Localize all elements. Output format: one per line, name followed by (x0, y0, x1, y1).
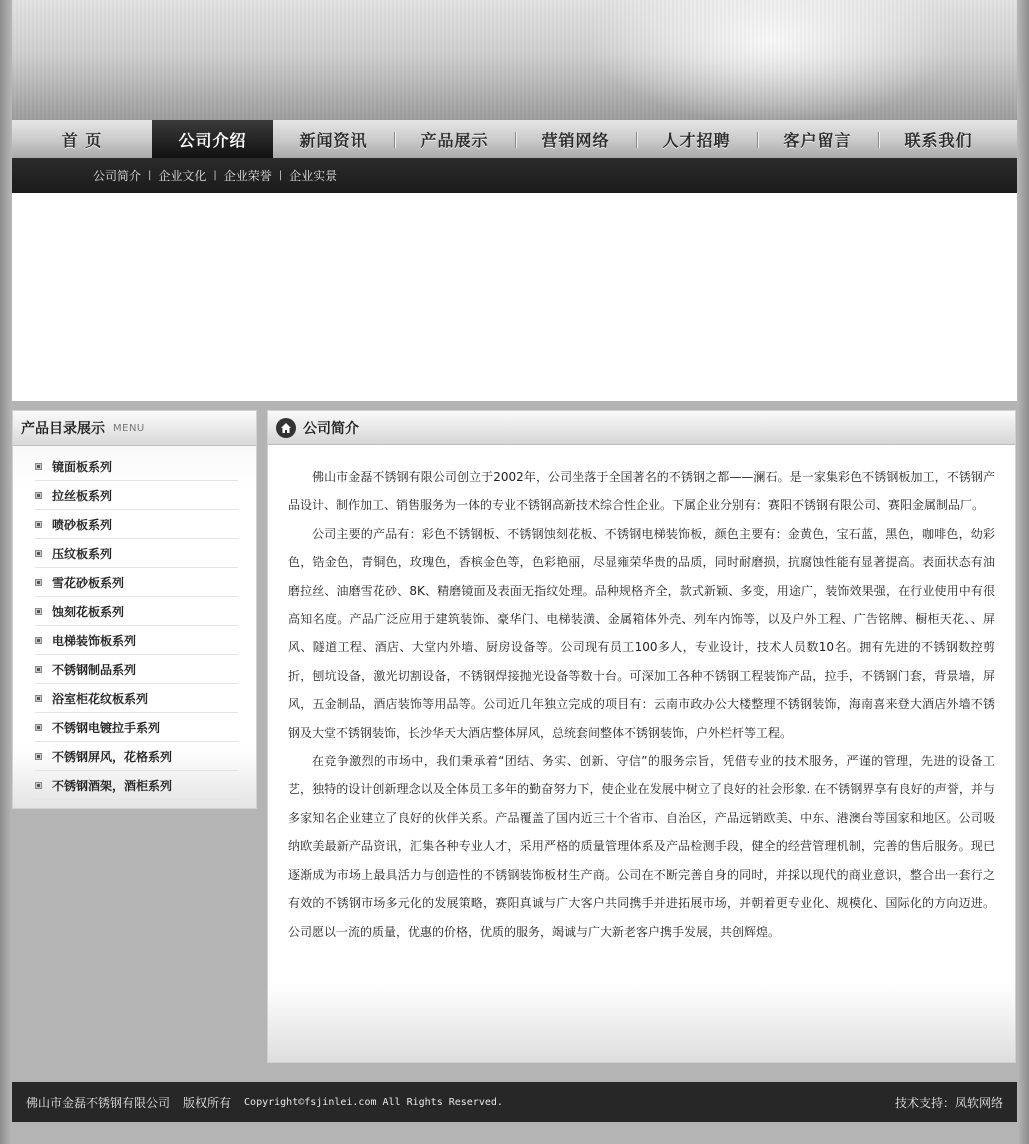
article-paragraph: 在竞争激烈的市场中，我们秉承着“团结、务实、创新、守信”的服务宗旨，凭借专业的技术服务，严谨的管理，先进的设备工艺，独特的设计创新理念以及全体员工多年的勤奋努力下，使企业在发展中树立了良好的社会形象. 在不锈钢界享有良好的声誉，并与多家知名企业建立了良好的伙伴关系。产品覆盖了国内近三十个省市、自治区，产品远销欧美、中东、港澳台等国家和地区。公司吸纳欧美最新产品资讯，汇集各种专业人才，采用严格的质量管理体系及产品检测手段，健全的经营管理机制，完善的售后服务。现已逐渐成为市场上最具活力与创造性的不锈钢装饰板材生产商。公司在不断完善自身的同时，并採以现代的商业意识，整合出一套行之有效的不锈钢市场多元化的发展策略，赛阳真诚与广大客户共同携手并进拓展市场，并朝着更专业化、规模化、国际化的方向迈进。公司愿以一流的质量，优惠的价格，优质的服务，竭诚与广大新老客户携手发展，共创辉煌。 (288, 754, 995, 939)
hero-area (12, 193, 1017, 401)
bullet-icon (35, 463, 42, 470)
category-item[interactable] (35, 597, 238, 626)
category-item[interactable] (35, 568, 238, 597)
footer-tech-support: 技术支持：凤软网络 (894, 1095, 1003, 1110)
category-item[interactable] (35, 684, 238, 713)
category-label: 拉丝板系列 (52, 488, 113, 503)
page (12, 0, 1017, 1144)
sub-nav (12, 158, 1017, 193)
article-paragraph: 佛山市金磊不锈钢有限公司创立于2002年，公司坐落于全国著名的不锈钢之都——澜石。是一家集彩色不锈钢板加工，不锈钢产品设计、制作加工、销售服务为一体的专业不锈钢高新技术综合性企业。下属企业分别有：赛阳不锈钢有限公司、赛阳金属制品厂。 (288, 470, 995, 513)
category-label: 蚀刻花板系列 (52, 604, 125, 619)
category-label: 浴室柜花纹板系列 (52, 691, 149, 706)
subnav-separator: | (213, 170, 217, 181)
article-body (268, 445, 1015, 946)
category-label: 喷砂板系列 (52, 517, 113, 532)
subnav-separator: | (278, 170, 283, 181)
category-item[interactable] (35, 742, 238, 771)
footer-rights: 版权所有 (183, 1095, 232, 1110)
header-banner (12, 0, 1017, 120)
sidebar-title: 产品目录展示 (21, 421, 105, 437)
category-item[interactable] (35, 481, 238, 510)
category-label: 不锈钢制品系列 (52, 662, 137, 677)
bullet-icon (35, 782, 42, 789)
subnav-culture[interactable]: 企业文化 (158, 169, 207, 183)
category-label: 不锈钢电镀拉手系列 (52, 720, 161, 735)
category-label: 镜面板系列 (52, 459, 113, 474)
bullet-icon (35, 521, 42, 528)
nav-guestbook[interactable]: 客户留言 (757, 120, 878, 158)
content-panel (267, 410, 1016, 1063)
category-label: 电梯装饰板系列 (52, 633, 137, 648)
nav-contact[interactable]: 联系我们 (878, 120, 999, 158)
category-label: 压纹板系列 (52, 546, 113, 561)
category-label: 雪花砂板系列 (52, 575, 125, 590)
subnav-company-profile[interactable]: 公司简介 (93, 169, 142, 183)
category-item[interactable] (35, 626, 238, 655)
bullet-icon (35, 550, 42, 557)
bullet-icon (35, 695, 42, 702)
footer-copyright: Copyright©fsjinlei.com All Rights Reserved. (244, 1096, 503, 1108)
category-item[interactable] (35, 771, 238, 800)
bullet-icon (35, 666, 42, 673)
category-item[interactable] (35, 713, 238, 742)
sidebar-menu-tag: MENU (113, 422, 145, 434)
product-sidebar (12, 410, 257, 809)
main-nav (12, 120, 1017, 158)
article-paragraph: 公司主要的产品有：彩色不锈钢板、不锈钢蚀刻花板、不锈钢电梯装饰板，颜色主要有：金黄色，宝石蓝，黑色，咖啡色，幼彩色，锆金色，青铜色，玫瑰色，香槟金色等，色彩艳丽，尽显雍荣华贵的品质，同时耐磨损，抗腐蚀性能有显著提高。表面状态有油磨拉丝、油磨雪花砂、8K、精磨镜面及表面无指纹处理。品种规格齐全，款式新颖、多变，用途广，装饰效果强，在行业使用中有很高知名度。产品广泛应用于建筑装饰、豪华门、电梯装潢、金属箱体外壳、列车内饰等，以及户外工程、广告铭牌、橱柜天花、、屏风、隧道工程、酒店、大堂内外墙、厨房设备等。公司现有员工100多人，专业设计，技术人员数10名。拥有先进的不锈钢数控剪折，刨坑设备，激光切割设备，不锈钢焊接抛光设备等数十台。可深加工各种不锈钢工程装饰产品，拉手，不锈钢门套，背景墙，屏风，五金制品，酒店装饰等用品等。公司近几年独立完成的项目有：云南市政办公大楼整理不锈钢装饰，海南喜来登大酒店外墙不锈钢及大堂不锈钢装饰，长沙华天大酒店整体屏风，总统套间整体不锈钢装饰，户外栏杆等工程。 (288, 526, 995, 740)
subnav-honors[interactable]: 企业荣誉 (223, 169, 272, 183)
bullet-icon (35, 579, 42, 586)
product-category-list (13, 446, 256, 800)
category-item[interactable] (35, 510, 238, 539)
category-label: 不锈钢酒架，酒柜系列 (52, 778, 173, 793)
subnav-photos[interactable]: 企业实景 (289, 169, 338, 183)
bullet-icon (35, 753, 42, 760)
subnav-separator: | (148, 170, 152, 181)
bullet-icon (35, 492, 42, 499)
category-item[interactable] (35, 655, 238, 684)
bullet-icon (35, 724, 42, 731)
bullet-icon (35, 637, 42, 644)
nav-news[interactable]: 新闻资讯 (299, 130, 368, 150)
home-icon (276, 418, 296, 438)
category-item[interactable] (35, 452, 238, 481)
footer (12, 1082, 1017, 1122)
nav-sales-network[interactable]: 营销网络 (515, 120, 636, 158)
content-header (268, 411, 1015, 445)
content-title: 公司简介 (303, 420, 359, 437)
category-item[interactable] (35, 539, 238, 568)
sidebar-header (13, 411, 256, 446)
nav-jobs[interactable]: 人才招聘 (636, 120, 757, 158)
bullet-icon (35, 608, 42, 615)
category-label: 不锈钢屏风，花格系列 (52, 749, 173, 764)
nav-products[interactable]: 产品展示 (394, 120, 515, 158)
nav-about[interactable]: 公司介绍 (152, 120, 273, 158)
footer-company: 佛山市金磊不锈钢有限公司 (26, 1095, 171, 1110)
nav-home[interactable]: 首 页 (61, 130, 103, 150)
